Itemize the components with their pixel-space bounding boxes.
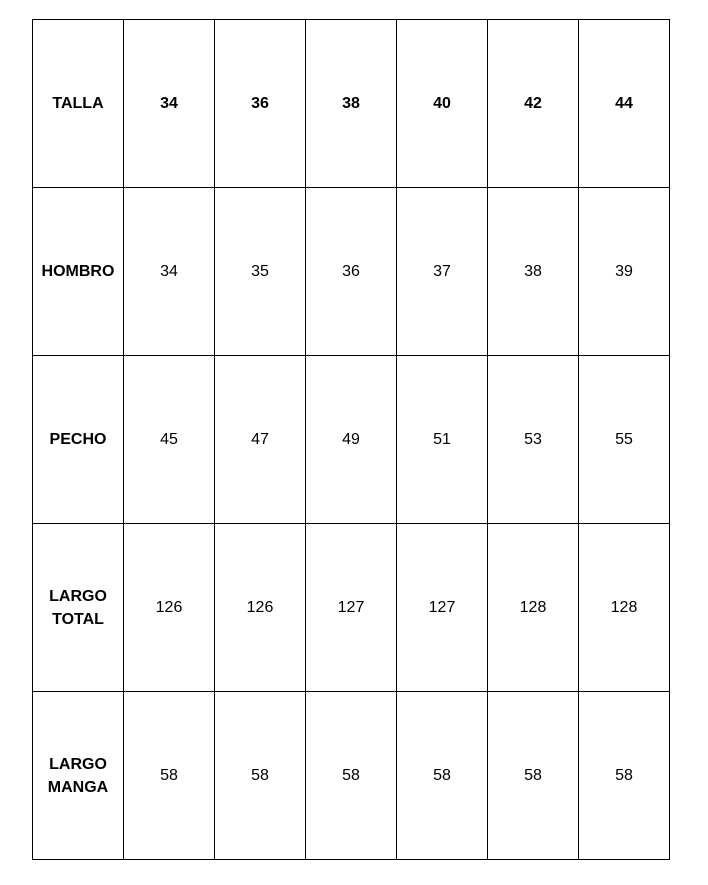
table-cell: 37	[397, 188, 488, 356]
row-label-largo-total	[33, 524, 124, 692]
size-chart-table	[32, 19, 670, 860]
row-label-pecho	[33, 356, 124, 524]
table-cell: 127	[397, 524, 488, 692]
table-cell: 53	[488, 356, 579, 524]
row-label-line: LARGO	[49, 587, 107, 605]
table-cell: 38	[488, 188, 579, 356]
size-cell: 44	[579, 20, 670, 188]
row-label-hombro	[33, 188, 124, 356]
table-row-largo-total	[33, 524, 670, 692]
table-cell: 36	[306, 188, 397, 356]
table-cell: 49	[306, 356, 397, 524]
table-cell: 51	[397, 356, 488, 524]
table-row-largo-manga	[33, 692, 670, 860]
table-row-pecho	[33, 356, 670, 524]
table-cell: 45	[124, 356, 215, 524]
row-label-line: TOTAL	[52, 610, 104, 628]
table-cell: 128	[579, 524, 670, 692]
table-cell: 58	[397, 692, 488, 860]
table-cell: 58	[488, 692, 579, 860]
table-cell: 58	[124, 692, 215, 860]
table-cell: 34	[124, 188, 215, 356]
size-cell: 38	[306, 20, 397, 188]
table-cell: 58	[215, 692, 306, 860]
table-cell: 47	[215, 356, 306, 524]
row-label-line: MANGA	[47, 778, 109, 796]
table-cell: 39	[579, 188, 670, 356]
size-cell: 42	[488, 20, 579, 188]
row-label-line: LARGO	[49, 755, 107, 773]
table-header-row	[33, 20, 670, 188]
table-cell: 35	[215, 188, 306, 356]
header-label-talla: TALLA	[33, 20, 124, 188]
table-cell: 128	[488, 524, 579, 692]
table-cell: 55	[579, 356, 670, 524]
table-cell: 126	[215, 524, 306, 692]
row-label-line: HOMBRO	[41, 263, 115, 280]
table-cell: 127	[306, 524, 397, 692]
table-cell: 58	[579, 692, 670, 860]
size-cell: 40	[397, 20, 488, 188]
size-cell: 34	[124, 20, 215, 188]
table-row-hombro	[33, 188, 670, 356]
table-cell: 126	[124, 524, 215, 692]
row-label-largo-manga	[33, 692, 124, 860]
size-cell: 36	[215, 20, 306, 188]
row-label-line: PECHO	[49, 431, 107, 448]
table-cell: 58	[306, 692, 397, 860]
